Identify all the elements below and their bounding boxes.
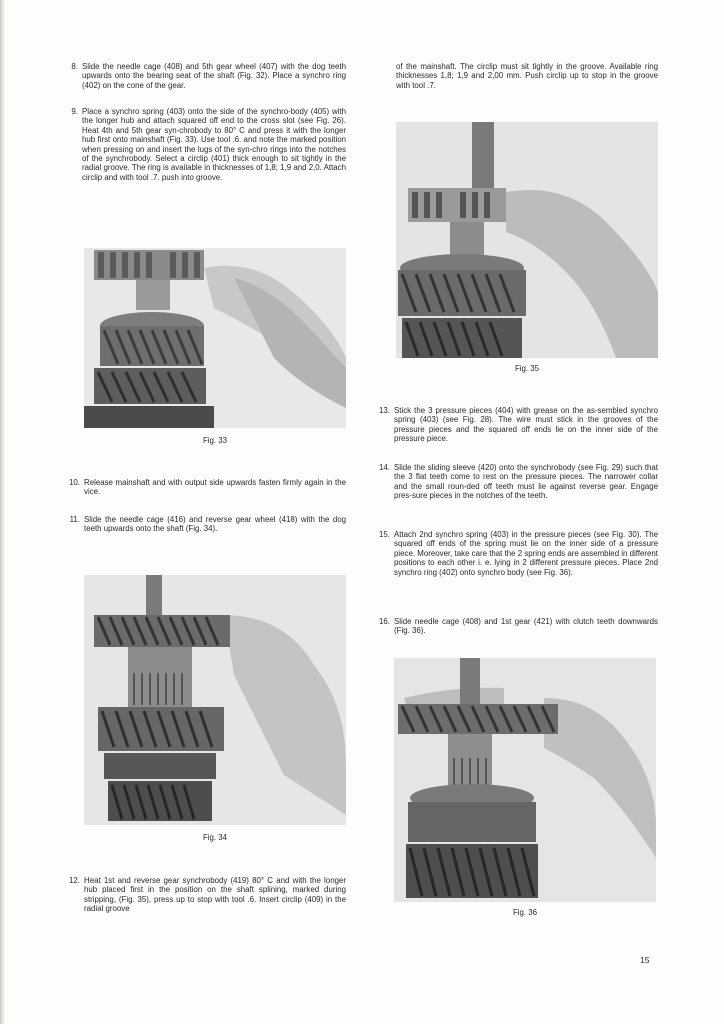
step-text: Slide the needle cage (416) and reverse gear wheel (418) with the dog teeth upwards onto the shaft (Fig. 34). — [84, 515, 346, 534]
step-10 — [62, 478, 346, 497]
figure-33-caption: Fig. 33 — [202, 436, 228, 445]
step-13 — [372, 406, 658, 444]
page-binding-edge — [0, 0, 6, 1024]
page-number: 15 — [640, 955, 650, 965]
figure-35-caption: Fig. 35 — [514, 364, 540, 373]
step-number: 8. — [71, 62, 78, 71]
step-11 — [62, 515, 346, 534]
step-14 — [372, 463, 658, 501]
step-text: Slide the sliding sleeve (420) onto the synchrobody (see Fig. 29) such that the 3 flat teeth come to rest on the pressure pieces. The narrower collar and the small roun-ded off teeth must lie against reverse gear. Engage pres-sure pieces in the notches of the teeth. — [394, 463, 658, 501]
step-text: Stick the 3 pressure pieces (404) with grease on the as-sembled synchro spring (403) (see Fig. 28). The wire must stick in the grooves of the pressure pieces and the squared off ends lie on the inner side of the pressure piece. — [394, 406, 658, 444]
figure-35-photo — [396, 122, 658, 358]
step-text: Slide the needle cage (408) and 5th gear wheel (407) with the dog teeth upwards onto the bearing seat of the shaft (Fig. 32). Place a synchro ring (402) on the cone of the gear. — [82, 62, 346, 90]
step-number: 11. — [69, 515, 80, 524]
step-number: 12. — [69, 876, 80, 885]
step-15 — [372, 530, 658, 577]
step-16 — [372, 617, 658, 636]
step-text: Attach 2nd synchro spring (403) in the pressure pieces (see Fig. 30). The squared off ends of the spring must lie on the inner side of a pressure piece. Moreover, take care that the 2 spring ends are assembled in different positions to each other i. e. lying in 2 different pressure pieces. Place 2nd synchro ring (402) onto synchro body (see Fig. 36). — [394, 530, 658, 577]
figure-33-photo — [84, 248, 346, 428]
step-text: Heat 1st and reverse gear synchrobody (419) 80° C and with the longer hub placed first in the position on the shaft splining, marked during stripping, (Fig. 35), press up to stop with tool .6. Insert circlip (409) in the radial groove — [84, 876, 346, 914]
step-number: 9. — [71, 107, 78, 116]
step-number: 15. — [379, 530, 390, 539]
step-8 — [64, 62, 346, 90]
figure-34-photo — [84, 575, 346, 825]
step-12-continuation: of the mainshaft. The circlip must sit tightly in the groove. Available ring thicknesses 1,8; 1,9 and 2,00 mm. Push circlip up to stop in the groove with tool .7. — [396, 62, 658, 90]
figure-34-caption: Fig. 34 — [202, 833, 228, 842]
figure-36-caption: Fig. 36 — [512, 908, 538, 917]
step-text: Place a synchro spring (403) onto the side of the synchro-body (405) with the longer hub and attach squared off end to the cross slot (see Fig. 26). Heat 4th and 5th gear syn-chrobody to 80° C and press it with the longer hub first onto mainshaft (Fig. 33). Use tool .6. and note the marked position when pressing on and insert the lugs of the syn-chro rings into the notches of the synchrobody. Select a circlip (401) thick enough to sit tightly in the radial groove. The ring is available in thicknesses of 1,8; 1,9 and 2,0. Attach circlip and with tool .7. push into groove. — [82, 107, 346, 182]
step-9 — [64, 107, 346, 182]
step-text: Slide needle cage (408) and 1st gear (421) with clutch teeth downwards (Fig. 36). — [394, 617, 658, 636]
step-text: Release mainshaft and with output side upwards fasten firmly again in the vice. — [84, 478, 346, 497]
step-12 — [62, 876, 346, 914]
step-number: 16. — [379, 617, 390, 626]
step-number: 14. — [379, 463, 390, 472]
step-number: 13. — [379, 406, 390, 415]
figure-36-photo — [394, 658, 656, 902]
step-number: 10. — [69, 478, 80, 487]
